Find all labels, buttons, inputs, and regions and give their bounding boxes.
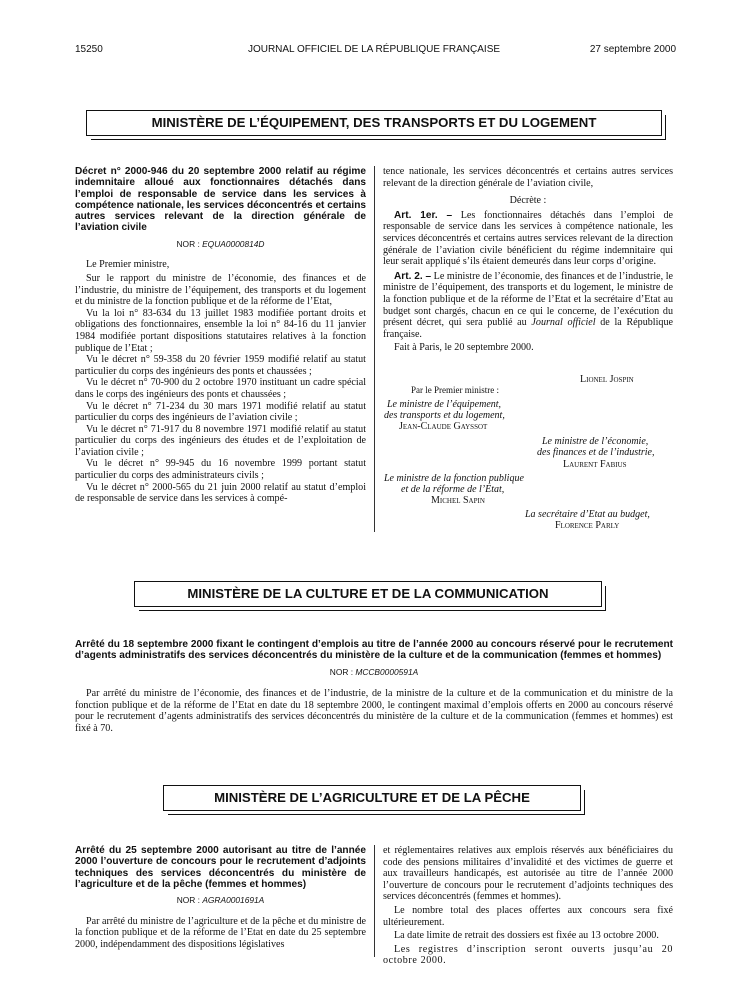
minister-fonction-publique-name: Michel Sapin — [431, 495, 485, 506]
nor-label: NOR : — [329, 666, 354, 677]
arrete-agri-para: Le nombre total des places offertes aux concours sera fixé ultérieurement. — [383, 904, 673, 928]
arrete-agri-para: et réglementaires relatives aux emplois réservés aux bénéficiaires du code des pensions militaires d’invalidité et des victimes de guerre et aux travailleurs handicapés, est autorisée au titre de l’année 2000 l’ouverture de concours pour le recrutement d’adjoints techniques des services déconcentrés (femmes et hommes). — [383, 845, 673, 903]
section-banner-equipement: MINISTÈRE DE L’ÉQUIPEMENT, DES TRANSPORTS ET DU LOGEMENT — [86, 110, 662, 136]
decret-left-column — [75, 166, 366, 505]
fait-a-paris: Fait à Paris, le 20 septembre 2000. — [394, 342, 534, 354]
nor-label: NOR : — [176, 895, 200, 906]
minister-fonction-publique-title: Le ministre de la fonction publique — [384, 473, 524, 484]
decret-right-column — [383, 166, 673, 354]
section-banner-culture: MINISTÈRE DE LA CULTURE ET DE LA COMMUNICATION — [134, 581, 602, 607]
minister-economie-title-2: des finances et de l’industrie, — [537, 447, 655, 458]
journal-title: JOURNAL OFFICIEL DE LA RÉPUBLIQUE FRANÇAISE — [247, 44, 501, 55]
decret-para: Vu le décret n° 70-900 du 2 octobre 1970 instituant un cadre spécial dans le corps des ingénieurs des ponts et chaussées ; — [75, 377, 366, 400]
arrete-agri-para: Par arrêté du ministre de l’agriculture et de la pêche et du ministre de la fonction publique et de la réforme de l’Etat en date du 25 septembre 2000, indépendamment des dispositions législatives — [75, 915, 366, 950]
minister-economie-title: Le ministre de l’économie, — [542, 436, 649, 447]
article-1-text: Les fonctionnaires détachés dans l’emploi de responsable de service dans les services à compétence nationale, les services déconcentrés et certains autres services relevant de la direction générale de l’aviation civile bénéficient du régime indemnitaire qui leur serait appliqué s’ils étaient demeurés dans leur corps d’origine. — [383, 209, 673, 268]
minister-equipement-title-2: des transports et du logement, — [384, 410, 505, 421]
decret-para: Vu le décret n° 99-945 du 16 novembre 1999 portant statut particulier du corps des administrateurs civils ; — [75, 458, 366, 482]
issue-date: 27 septembre 2000 — [589, 44, 676, 55]
article-2 — [383, 271, 673, 341]
arrete-culture — [75, 639, 673, 735]
article-1 — [383, 210, 673, 268]
decret-para: Vu le décret n° 59-358 du 20 février 1959 modifié relatif au statut particulier du corps des ingénieurs des ponts et chaussées ; — [75, 354, 366, 377]
decret-para: tence nationale, les services déconcentrés et certains autres services relevant de la direction générale de l’aviation civile, — [383, 166, 673, 189]
column-divider — [374, 166, 375, 532]
arrete-agri-para: La date limite de retrait des dossiers est fixée au 13 octobre 2000. — [394, 930, 659, 942]
decret-para: Vu le décret n° 71-917 du 8 novembre 1971 modifié relatif au statut particulier du corps des ingénieurs des études et de l’exploitation de l’aviation civile ; — [75, 423, 366, 458]
arrete-culture-body: Par arrêté du ministre de l’économie, des finances et de l’industrie, de la ministre de la culture et de la communication et du ministre de la fonction publique et de la réforme de l’Etat en date du 18 septembre 2000, le contingent maximal d’emplois offerts en 2000 au concours réservé pour le recrutement d’agents administratifs des services déconcentrés du ministère de la culture et de la communication (femmes et hommes) est fixé à 70. — [75, 688, 673, 734]
arrete-agri-right-column — [383, 845, 673, 967]
decret-title: Décret n° 2000-946 du 20 septembre 2000 relatif au régime indemnitaire alloué aux fonctionnaires détachés dans l’emploi de responsable de service dans les services à compétence nationale, les services déconcentrés et certains autres services relevant de la direction générale de l’aviation civile — [75, 166, 366, 234]
arrete-agri-nor — [75, 895, 366, 907]
nor-code: MCCB0000591A — [355, 666, 419, 677]
decret-para: Le Premier ministre, — [86, 259, 170, 271]
section-banner-agriculture: MINISTÈRE DE L’AGRICULTURE ET DE LA PÊCHE — [163, 785, 581, 811]
decret-para: Vu la loi n° 83-634 du 13 juillet 1983 modifiée portant droits et obligations des fonctionnaires, ensemble la loi n° 84-16 du 11 janvier 1984 modifiée portant dispositions statutaires relatives à la fonction publique de l’Etat ; — [75, 307, 366, 354]
secretaire-budget-name: Florence Parly — [555, 520, 620, 531]
journal-officiel: Journal officiel — [531, 317, 596, 329]
nor-code: AGRA0001691A — [202, 895, 265, 906]
decret-para: Vu le décret n° 2000-565 du 21 juin 2000 relatif au statut d’emploi de responsable de service dans les services à compé- — [75, 481, 366, 505]
page-number: 15250 — [75, 44, 103, 55]
minister-equipement-name: Jean-Claude Gayssot — [399, 421, 488, 432]
decrete: Décrète : — [509, 195, 547, 207]
minister-fonction-publique-title-2: et de la réforme de l’Etat, — [401, 484, 505, 495]
column-divider — [374, 845, 375, 957]
decret-nor — [75, 239, 366, 251]
arrete-agri-left-column — [75, 845, 366, 951]
arrete-agri-title: Arrêté du 25 septembre 2000 autorisant au titre de l’année 2000 l’ouverture de concours pour le recrutement d’adjoints techniques des services déconcentrés du ministère de l’agriculture et de la pêche (femmes et hommes) — [75, 845, 366, 890]
signature-premier-ministre: Lionel Jospin — [580, 374, 634, 385]
minister-equipement-title: Le ministre de l’équipement, — [387, 399, 502, 410]
arrete-agri-para: Les registres d’inscription seront ouverts jusqu’au 20 octobre 2000. — [383, 943, 673, 967]
decret-para: Sur le rapport du ministre de l’économie, des finances et de l’industrie, du ministre de l’équipement, des transports et du logement et du ministre de la fonction publique et de la réforme de l’Etat, — [75, 272, 366, 308]
article-2-label: Art. 2. – — [394, 270, 432, 282]
arrete-culture-title: Arrêté du 18 septembre 2000 fixant le contingent d’emplois au titre de l’année 2000 au concours réservé pour le recrutement d’agents administratifs des services déconcentrés du ministère de la culture et de la communication (femmes et hommes) — [75, 639, 673, 662]
article-2-end: de la République française. — [383, 317, 673, 340]
minister-economie-name: Laurent Fabius — [563, 459, 627, 470]
nor-label: NOR : — [176, 238, 200, 249]
nor-code: EQUA0000814D — [202, 238, 265, 249]
article-2-text: Le ministre de l’économie, des finances et de l’industrie, le ministre de l’équipement, des transports et du logement, le ministre de la fonction publique et de la réforme de l’Etat et la secrétaire d’Etat au budget sont chargés, chacun en ce qui le concerne, de l’exécution du présent décret, qui sera publié au — [383, 270, 673, 329]
secretaire-budget-title: La secrétaire d’Etat au budget, — [525, 509, 650, 520]
article-1-label: Art. 1er. – — [394, 209, 453, 221]
decret-para: Vu le décret n° 71-234 du 30 mars 1971 modifié relatif au statut particulier du corps des ingénieurs de l’aviation civile ; — [75, 400, 366, 424]
par-le-premier-ministre: Par le Premier ministre : — [411, 385, 499, 395]
arrete-culture-nor — [75, 667, 673, 679]
